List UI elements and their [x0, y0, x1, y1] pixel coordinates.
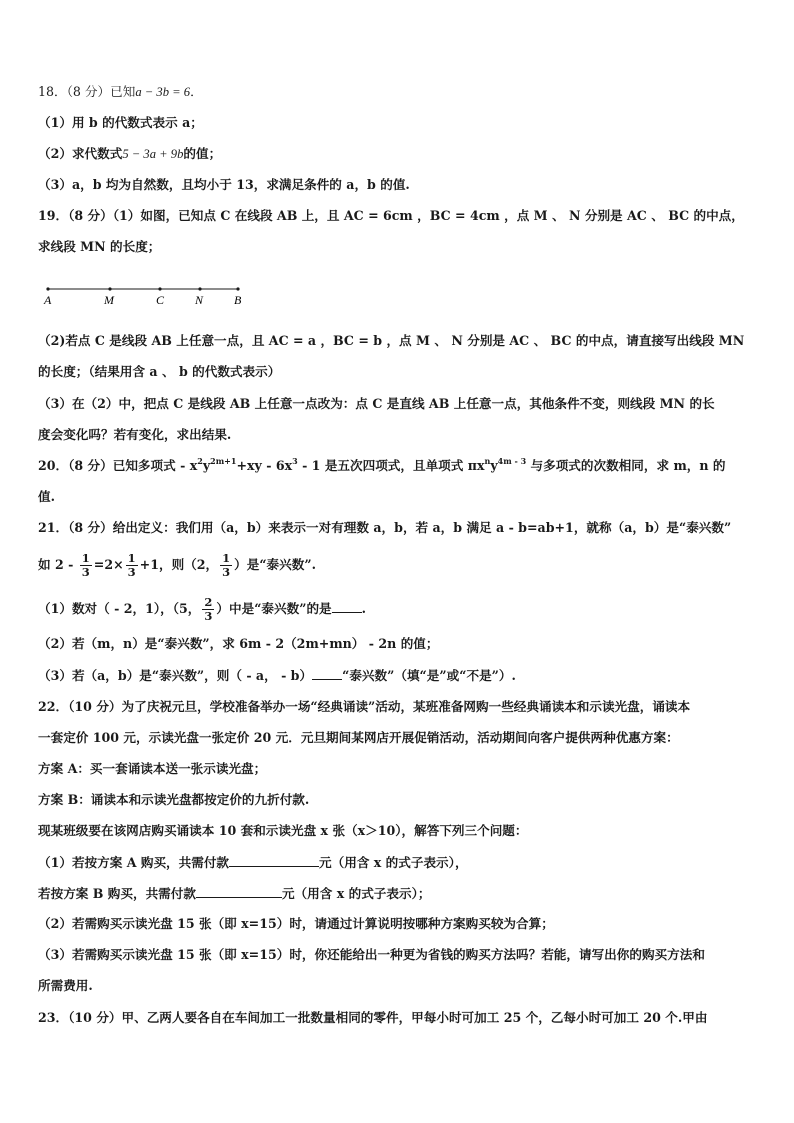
q22-part2: （2）若需购买示读光盘 15 张（即 x=15）时，请通过计算说明按哪种方案购买较为合算； [38, 916, 554, 931]
q21-part3-suffix: “泰兴数”（填“是”或“不是”）. [342, 668, 516, 683]
q21-part3 [38, 667, 516, 684]
q21-part1 [38, 596, 366, 623]
q20-var-y: y [202, 458, 211, 473]
q21-example-middle2: +1，则（2， [139, 557, 219, 572]
q21-fraction-2-numerator: 1 [127, 551, 136, 565]
q18-part2-prefix: （2）求代数式 [38, 146, 123, 161]
q18-given-equation: a − 3b = 6 [135, 85, 191, 99]
q22-plan-a: 方案 A：买一套诵读本送一张示读光盘； [38, 761, 267, 776]
q18-part2-expression: 5 − 3a + 9b [122, 147, 184, 161]
q21-part2: （2）若（m，n）是“泰兴数”，求 6m - 2（2m+mn） - 2n 的值； [38, 636, 439, 651]
point-b-dot [236, 287, 239, 290]
q21-part3-prefix: （3）若（a，b）是“泰兴数”，则（ - a， - b） [38, 668, 313, 683]
q21-part1-suffix: ）中是“泰兴数”的是 [216, 601, 332, 616]
q21-part1-end: . [361, 601, 367, 616]
segment-diagram [40, 280, 250, 308]
q22-part1b-prefix: 若按方案 B 购买，共需付款 [38, 886, 196, 901]
q19-part3-line2: 度会变化吗？若有变化，求出结果. [38, 427, 232, 442]
q21-part1-fraction-denominator: 3 [204, 609, 213, 623]
q20-exp1: 2 [197, 456, 203, 466]
q21-example-prefix: 如 2 - [38, 557, 74, 572]
q22-line1: 22．（10 分）为了庆祝元旦，学校准备举办一场“经典诵读”活动，某班准备网购一些经典诵读本和示读光盘，诵读本 [38, 699, 691, 714]
q20-exp5: 4m - 3 [497, 456, 527, 466]
q19-line2: 求线段 MN 的长度； [38, 239, 161, 254]
q18-number: 18．（8 分）已知 [38, 84, 136, 99]
q19-line1: 19．（8 分）（1）如图，已知点 C 在线段 AB 上，且 AC = 6cm ，BC = 4cm ，点 M 、 N 分别是 AC 、 BC 的中点， [38, 208, 744, 223]
q21-fraction-2-denominator: 3 [127, 565, 136, 579]
q21-example [38, 552, 316, 579]
q22-part1-plan-b [38, 885, 430, 902]
point-b-label: B [234, 293, 242, 307]
q21-fraction-1-denominator: 3 [81, 565, 90, 579]
q21-part1-fraction [202, 596, 214, 623]
q20-exp2: 2m+1 [210, 456, 237, 466]
q22-part1-plan-a [38, 854, 468, 871]
q19-part2-line1: （2)若点 C 是线段 AB 上任意一点，且 AC = a ，BC = b ，点 M 、 N 分别是 AC 、 BC 的中点，请直接写出线段 MN [38, 333, 745, 348]
point-c-dot [158, 287, 161, 290]
q22-part1a-prefix: （1）若按方案 A 购买，共需付款 [38, 855, 230, 870]
q21-part1-answer-blank[interactable] [332, 600, 362, 613]
q21-line1: 21．（8 分）给出定义：我们用（a，b）来表示一对有理数 a，b，若 a，b 满足 a - b=ab+1，就称（a，b）是“泰兴数” [38, 520, 732, 535]
q18-part3: （3）a，b 均为自然数，且均小于 13，求满足条件的 a，b 的值. [38, 177, 410, 192]
q22-part3-line1: （3）若需购买示读光盘 15 张（即 x=15）时，你还能给出一种更为省钱的购买方法吗？若能，请写出你的购买方法和 [38, 947, 705, 962]
q19-part3-line1: （3）在（2）中，把点 C 是线段 AB 上任意一点改为：点 C 是直线 AB 上任意一点，其他条件不变，则线段 MN 的长 [38, 396, 715, 411]
q21-part3-answer-blank[interactable] [312, 667, 342, 680]
q21-example-middle: =2× [93, 557, 124, 572]
q18-part1: （1）用 b 的代数式表示 a； [38, 115, 203, 130]
point-m-dot [108, 287, 111, 290]
q22-plan-b: 方案 B：诵读本和示读光盘都按定价的九折付款. [38, 792, 310, 807]
q21-example-suffix: ）是“泰兴数”. [234, 557, 316, 572]
q21-fraction-3-numerator: 1 [222, 551, 231, 565]
q22-line5: 现某班级要在该网店购买诵读本 10 套和示读光盘 x 张（x＞10），解答下列三个问题： [38, 823, 528, 838]
q21-fraction-3 [220, 552, 232, 579]
q21-fraction-1 [80, 552, 92, 579]
q20-middle: +xy - 6x [236, 458, 293, 473]
q21-part1-prefix: （1）数对（ - 2，1），（5， [38, 601, 201, 616]
q22-part1b-answer-blank[interactable] [196, 885, 282, 898]
q22-part1b-suffix: 元（用含 x 的式子表示）； [281, 886, 431, 901]
q22-part1a-answer-blank[interactable] [229, 854, 319, 867]
q20-exp4: n [484, 456, 491, 466]
q18-part2-suffix: 的值； [183, 146, 222, 161]
point-a-label: A [44, 293, 52, 307]
q22-part1a-suffix: 元（用含 x 的式子表示）， [319, 855, 468, 870]
q20-prefix: 20．（8 分）已知多项式 - x [38, 458, 198, 473]
q21-fraction-1-numerator: 1 [81, 551, 90, 565]
q18-heading [38, 84, 203, 100]
q22-part3-line2: 所需费用. [38, 978, 93, 993]
q18-period: ． [190, 84, 203, 99]
q21-fraction-2 [126, 552, 138, 579]
q20-exp3: 3 [292, 456, 298, 466]
q20-line1 [38, 458, 726, 474]
q21-part1-fraction-numerator: 2 [204, 595, 213, 609]
q18-part2 [38, 146, 221, 162]
q22-line2: 一套定价 100 元，示读光盘一张定价 20 元．元旦期间某网店开展促销活动，活动期间向客户提供两种优惠方案： [38, 730, 679, 745]
point-n-label: N [195, 293, 204, 307]
q23-line1: 23．（10 分）甲、乙两人要各自在车间加工一批数量相同的零件，甲每小时可加工 25 个，乙每小时可加工 20 个.甲由 [38, 1010, 708, 1025]
q20-var-y2: y [490, 458, 498, 473]
point-c-label: C [156, 293, 165, 307]
point-a-dot [46, 287, 49, 290]
point-m-label: M [104, 293, 114, 307]
q20-suffix: 与多项式的次数相同，求 m，n 的 [526, 458, 726, 473]
q19-part2-line2: 的长度；（结果用含 a 、 b 的代数式表示） [38, 364, 281, 379]
q21-fraction-3-denominator: 3 [222, 565, 231, 579]
point-n-dot [198, 287, 201, 290]
q20-monomial-intro: - 1 是五次四项式，且单项式 πx [297, 458, 485, 473]
q20-line2: 值. [38, 489, 55, 504]
